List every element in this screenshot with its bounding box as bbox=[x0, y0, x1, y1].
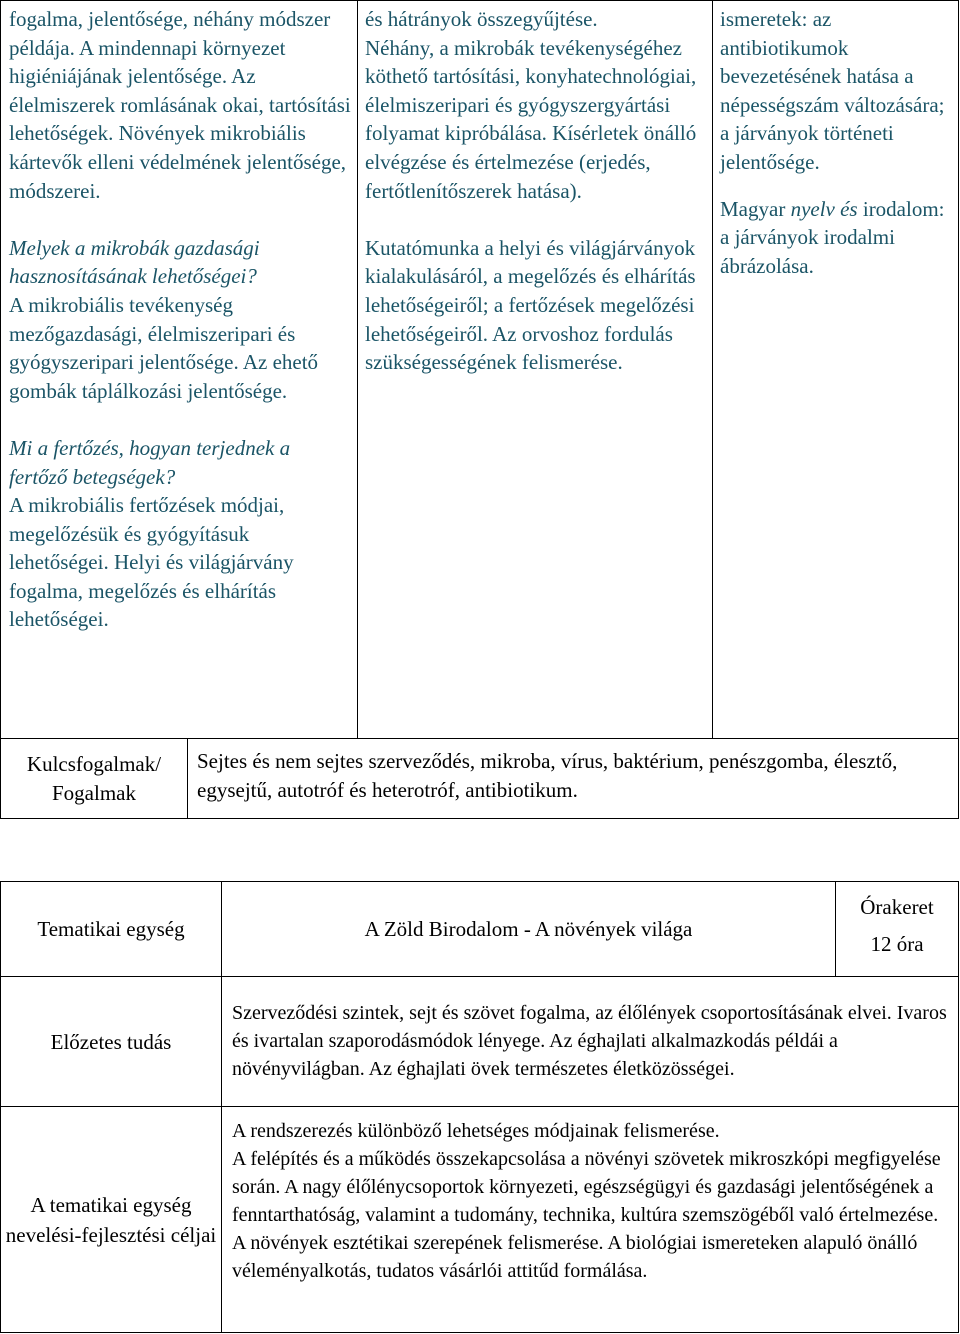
col1-para-2: A mikrobiális tevékenység mezőgazdasági, élelmiszeripari és gyógyszeripari jelentősége. Az ehető gombák táplálkozási jelentősége. bbox=[9, 292, 319, 403]
tematikai-egyseg-label: Tematikai egység bbox=[1, 882, 222, 977]
celjai-content bbox=[222, 1107, 959, 1333]
col1-question-2: Mi a fertőzés, hogyan terjednek a fertőző betegségek? bbox=[9, 435, 291, 489]
celjai-para-3: A növények esztétikai szerepének felismerése. A biológiai ismereteken alapuló önálló véleményalkotás, tudatos vásárlói attitűd formálása. bbox=[232, 1232, 918, 1282]
content-col2 bbox=[358, 1, 713, 739]
elozetes-tudas-label: Előzetes tudás bbox=[1, 977, 222, 1107]
col2-para-3: Kutatómunka a helyi és világjárványok kialakulásáról, a megelőzés és elhárítás lehetőségeiről; a fertőzések megelőzési lehetőségeiről. Az orvoshoz fordulás szükségességének felismerése. bbox=[365, 235, 696, 375]
orakeret-cell bbox=[836, 882, 959, 977]
kulcsfogalmak-content-cell: Sejtes és nem sejtes szerveződés, mikroba, vírus, baktérium, penészgomba, élesztő, egysejtű, autotróf és heterotróf, antibiotikum. bbox=[188, 739, 959, 819]
col2-para-2: Néhány, a mikrobák tevékenységéhez köthető tartósítási, konyhatechnológiai, élelmiszeripari és gyógyszergyártási folyamat kipróbálása. Kísérletek önálló elvégzése és értelmezése (erjedés, fertőtlenítőszerek hatása). bbox=[365, 35, 697, 203]
col1-question-1: Melyek a mikrobák gazdasági hasznosításának lehetőségei? bbox=[9, 235, 260, 289]
col2-para-1: és hátrányok összegyűjtése. bbox=[365, 7, 598, 31]
col3-para-1: ismeretek: az antibiotikumok bevezetésének hatása a népességszám változására; a járványok történeti jelentősége. bbox=[720, 7, 945, 174]
celjai-label: A tematikai egység nevelési-fejlesztési céljai bbox=[1, 1107, 222, 1333]
orakeret-label: Órakeret bbox=[860, 895, 934, 919]
elozetes-tudas-content: Szerveződési szintek, sejt és szövet fogalma, az élőlények csoportosításának elvei. Ivaros és ivartalan szaporodásmódok lényege. Az éghajlati alkalmazkodás példái a növényvilágban. Az éghajlati övek természetes életközösségei. bbox=[222, 977, 959, 1107]
col1-para-1: fogalma, jelentősége, néhány módszer példája. A mindennapi környezet higiéniájának jelentősége. Az élelmiszerek romlásának okai, tartósítási lehetőségek. Növények mikrobiális kártevők elleni védelmének jelentősége, módszerei. bbox=[9, 7, 351, 203]
celjai-para-1: A rendszerezés különböző lehetséges módjainak felismerése. bbox=[232, 1120, 720, 1142]
unit-title: A Zöld Birodalom - A növények világa bbox=[222, 882, 836, 977]
kulcsfogalmak-table bbox=[0, 738, 959, 819]
celjai-para-2: A felépítés és a működés összekapcsolása a növényi szövetek mikroszkópi megfigyelése során. A nagy élőlénycsoportok környezeti, egészségügyi és gazdasági jelentőségének a fenntarthatóság, valamint a tudomány, technika, kultúra szemszögéből való értelmezése. bbox=[232, 1148, 941, 1226]
orakeret-value: 12 óra bbox=[870, 932, 924, 956]
lower-table bbox=[0, 881, 959, 1333]
kulcsfogalmak-label-cell: Kulcsfogalmak/ Fogalmak bbox=[1, 739, 188, 819]
content-col1 bbox=[1, 1, 358, 739]
col3-para-2: Magyar nyelv és irodalom: a járványok irodalmi ábrázolása. bbox=[720, 196, 945, 278]
content-col3 bbox=[713, 1, 959, 739]
col1-para-3: A mikrobiális fertőzések módjai, megelőzésük és gyógyításuk lehetőségei. Helyi és világjárvány fogalma, megelőzés és elhárítás lehetőségei. bbox=[9, 493, 294, 632]
